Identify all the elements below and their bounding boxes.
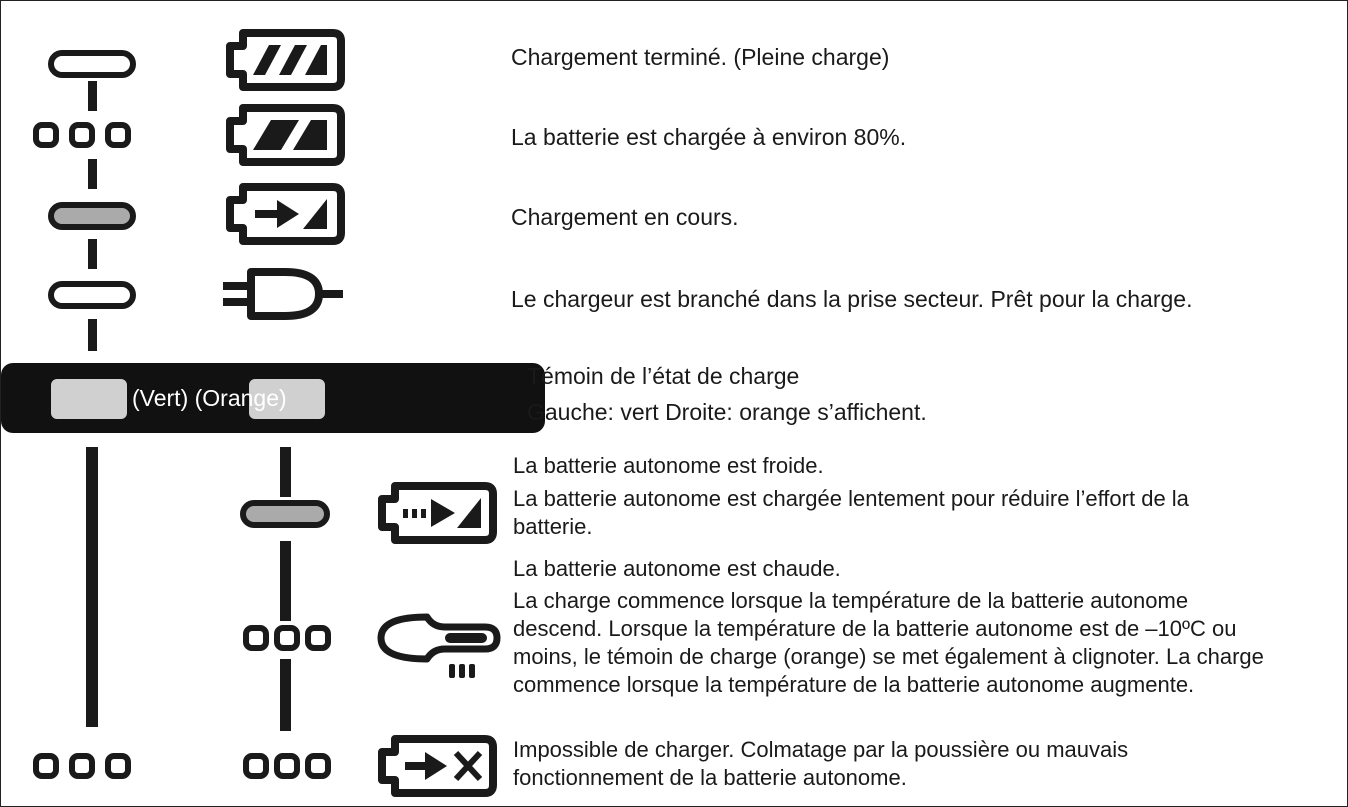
- hot-thermometer-icon: [381, 617, 497, 678]
- row3-lamp: [51, 205, 133, 227]
- hot-line-5: commence lorsque la température de la batterie autonome augmente.: [513, 672, 1195, 697]
- row1-lamp: [51, 53, 133, 75]
- hot-description: [513, 555, 1264, 699]
- legend-color-label: (Vert) (Orange): [132, 385, 287, 411]
- row2-battery-80-icon: [230, 108, 341, 162]
- error-orange-lamp-blinking: [246, 756, 328, 776]
- error-description: [513, 736, 1128, 792]
- row4-power-plug-icon: [223, 272, 343, 316]
- row3-description: Chargement en cours.: [511, 204, 739, 230]
- cold-line-1: La batterie autonome est froide.: [513, 453, 824, 478]
- orange-column-connectors: [280, 447, 291, 731]
- error-line-1: Impossible de charger. Colmatage par la poussière ou mauvais: [513, 737, 1129, 762]
- row1-battery-full-icon: [230, 33, 341, 87]
- legend-subtitle: Gauche: vert Droite: orange s’affichent.: [527, 399, 927, 425]
- hot-lamp-blinking: [246, 628, 328, 648]
- hot-line-3: descend. Lorsque la température de la batterie autonome est de –10ºC ou: [513, 616, 1237, 641]
- cold-line-2: La batterie autonome est chargée lentement pour réduire l’effort de la: [513, 486, 1189, 511]
- hot-line-4: moins, le témoin de charge (orange) se met également à clignoter. La charge: [513, 644, 1264, 669]
- cold-battery-slow-charge-icon: [382, 486, 493, 540]
- row4-lamp: [51, 284, 133, 306]
- row2-lamp-blinking: [36, 125, 128, 145]
- error-battery-x-icon: [382, 739, 493, 793]
- hot-line-1: La batterie autonome est chaude.: [513, 556, 841, 581]
- legend-title: Témoin de l’état de charge: [527, 363, 800, 389]
- row4-description: Le chargeur est branché dans la prise secteur. Prêt pour la charge.: [511, 286, 1193, 312]
- error-line-2: fonctionnement de la batterie autonome.: [513, 765, 907, 790]
- cold-description: [513, 452, 1189, 541]
- row3-battery-charging-icon: [230, 187, 341, 241]
- error-green-lamp-blinking: [36, 756, 128, 776]
- row2-description: La batterie est chargée à environ 80%.: [511, 124, 907, 150]
- hot-line-2: La charge commence lorsque la température de la batterie autonome: [513, 588, 1189, 613]
- cold-lamp: [243, 503, 327, 525]
- cold-line-3: batterie.: [513, 514, 593, 539]
- row1-description: Chargement terminé. (Pleine charge): [511, 44, 890, 70]
